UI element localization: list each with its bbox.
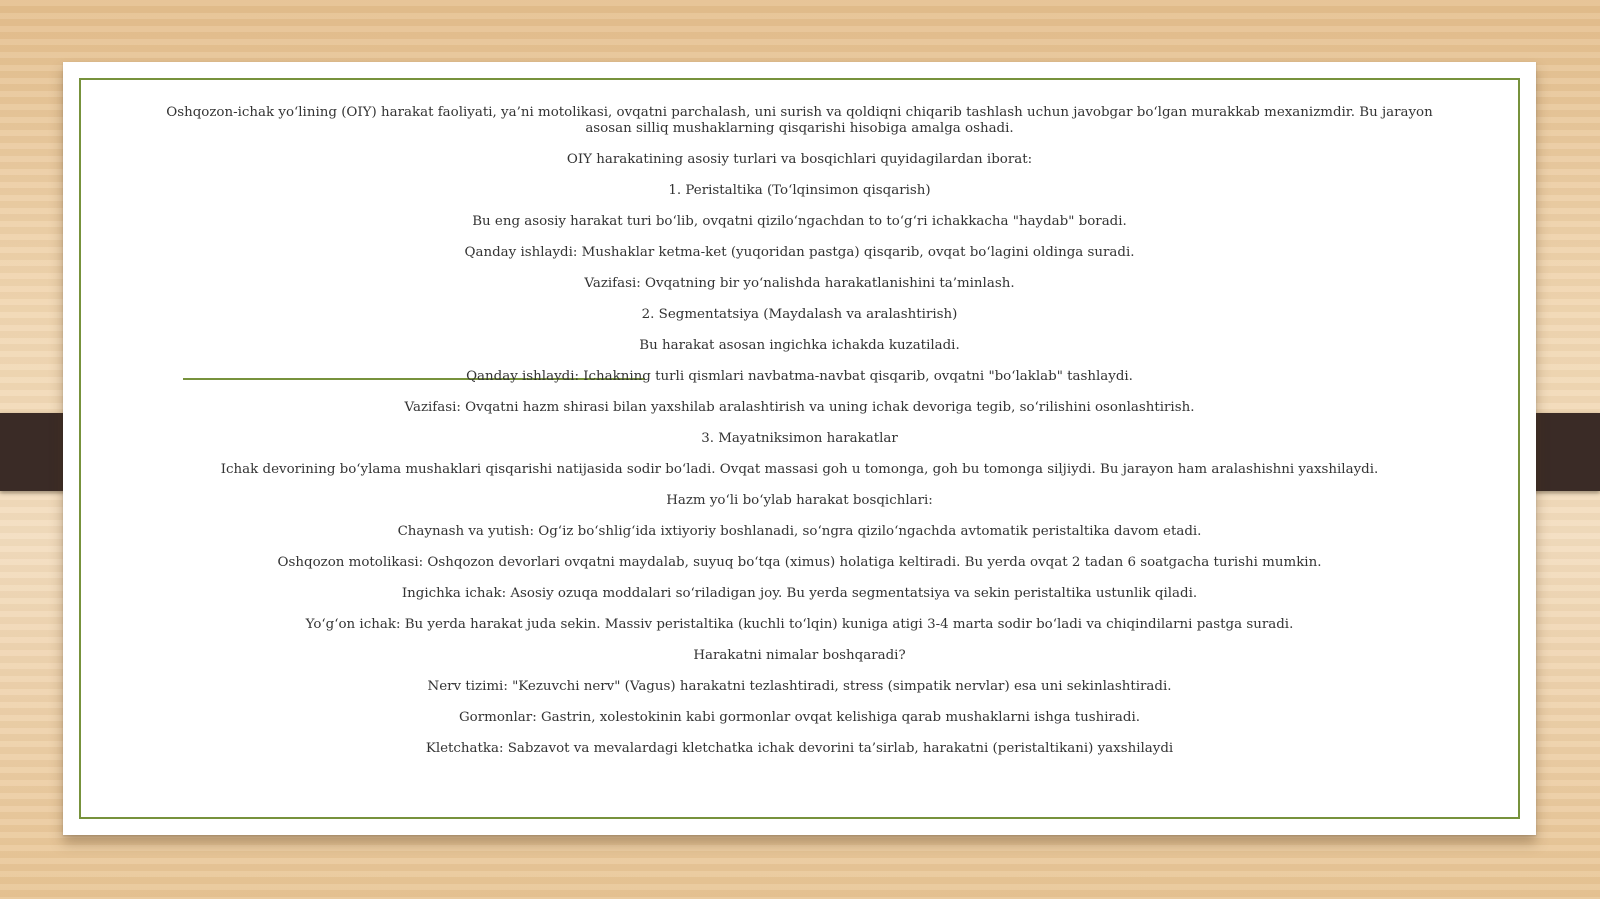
paragraph-segmentatsiya-how: Qanday ishlaydi: Ichakning turli qismlari navbatma-navbat qisqarib, ovqatni "bo‘laklab" tashlaydi. bbox=[466, 369, 1133, 384]
paragraph-stage-ingichka: Ingichka ichak: Asosiy ozuqa moddalari so‘riladigan joy. Bu yerda segmentatsiya va sekin peristaltika ustunlik qiladi. bbox=[401, 586, 1198, 601]
paragraph-control-kletchatka: Kletchatka: Sabzavot va mevalardagi kletchatka ichak devorini ta’sirlab, harakatni (peristaltikani) yaxshilaydi bbox=[425, 741, 1174, 756]
paragraph-peristaltika-heading: 1. Peristaltika (To‘lqinsimon qisqarish) bbox=[668, 183, 931, 198]
paragraph-intro: Oshqozon-ichak yo‘lining (OIY) harakat faoliyati, ya’ni motolikasi, ovqatni parchalash, uni surish va qoldiqni chiqarib tashlash uchun javobgar bo‘lgan murakkab mexanizmdir. Bu jarayon asosan silliq mushaklarning qisqarishi hisobiga amalga oshadi. bbox=[166, 105, 1433, 136]
paragraph-mayatniksimon-desc: Ichak devorining bo‘ylama mushaklari qisqarishi natijasida sodir bo‘ladi. Ovqat massasi goh u tomonga, goh bu tomonga siljiydi. Bu jarayon ham aralashishni yaxshilaydi. bbox=[220, 462, 1379, 477]
paragraph-stages-heading: Hazm yo‘li bo‘ylab harakat bosqichlari: bbox=[666, 493, 933, 508]
paragraph-peristaltika-desc: Bu eng asosiy harakat turi bo‘lib, ovqatni qizilo‘ngachdan to to‘g‘ri ichakkacha "haydab" boradi. bbox=[472, 214, 1127, 229]
slide-body-text bbox=[153, 105, 1446, 772]
paragraph-mayatniksimon-heading: 3. Mayatniksimon harakatlar bbox=[701, 431, 898, 446]
paragraph-types-heading: OIY harakatining asosiy turlari va bosqichlari quyidagilardan iborat: bbox=[566, 152, 1033, 167]
paragraph-control-nerv: Nerv tizimi: "Kezuvchi nerv" (Vagus) harakatni tezlashtiradi, stress (simpatik nervlar) esa uni sekinlashtiradi. bbox=[427, 679, 1172, 694]
paragraph-stage-oshqozon: Oshqozon motolikasi: Oshqozon devorlari ovqatni maydalab, suyuq bo‘tqa (ximus) holatiga keltiradi. Bu yerda ovqat 2 tadan 6 soatgacha turishi mumkin. bbox=[277, 555, 1322, 570]
paragraph-segmentatsiya-heading: 2. Segmentatsiya (Maydalash va aralashtirish) bbox=[641, 307, 958, 322]
paragraph-segmentatsiya-task: Vazifasi: Ovqatni hazm shirasi bilan yaxshilab aralashtirish va uning ichak devoriga tegib, so‘rilishini osonlashtirish. bbox=[404, 400, 1195, 415]
paragraph-control-heading: Harakatni nimalar boshqaradi? bbox=[693, 648, 906, 663]
paragraph-segmentatsiya-desc: Bu harakat asosan ingichka ichakda kuzatiladi. bbox=[639, 338, 960, 353]
paragraph-peristaltika-task: Vazifasi: Ovqatning bir yo‘nalishda harakatlanishini ta’minlash. bbox=[584, 276, 1015, 291]
paragraph-peristaltika-how: Qanday ishlaydi: Mushaklar ketma-ket (yuqoridan pastga) qisqarib, ovqat bo‘lagini oldinga suradi. bbox=[464, 245, 1135, 260]
paragraph-stage-chaynash: Chaynash va yutish: Og‘iz bo‘shlig‘ida ixtiyoriy boshlanadi, so‘ngra qizilo‘ngachda avtomatik peristaltika davom etadi. bbox=[397, 524, 1202, 539]
slide-card bbox=[63, 62, 1536, 835]
paragraph-control-gormon: Gormonlar: Gastrin, xolestokinin kabi gormonlar ovqat kelishiga qarab mushaklarni ishga tushiradi. bbox=[458, 710, 1140, 725]
paragraph-stage-yogon: Yo‘g‘on ichak: Bu yerda harakat juda sekin. Massiv peristaltika (kuchli to‘lqin) kuniga atigi 3-4 marta sodir bo‘ladi va chiqindilarni pastga suradi. bbox=[305, 617, 1294, 632]
